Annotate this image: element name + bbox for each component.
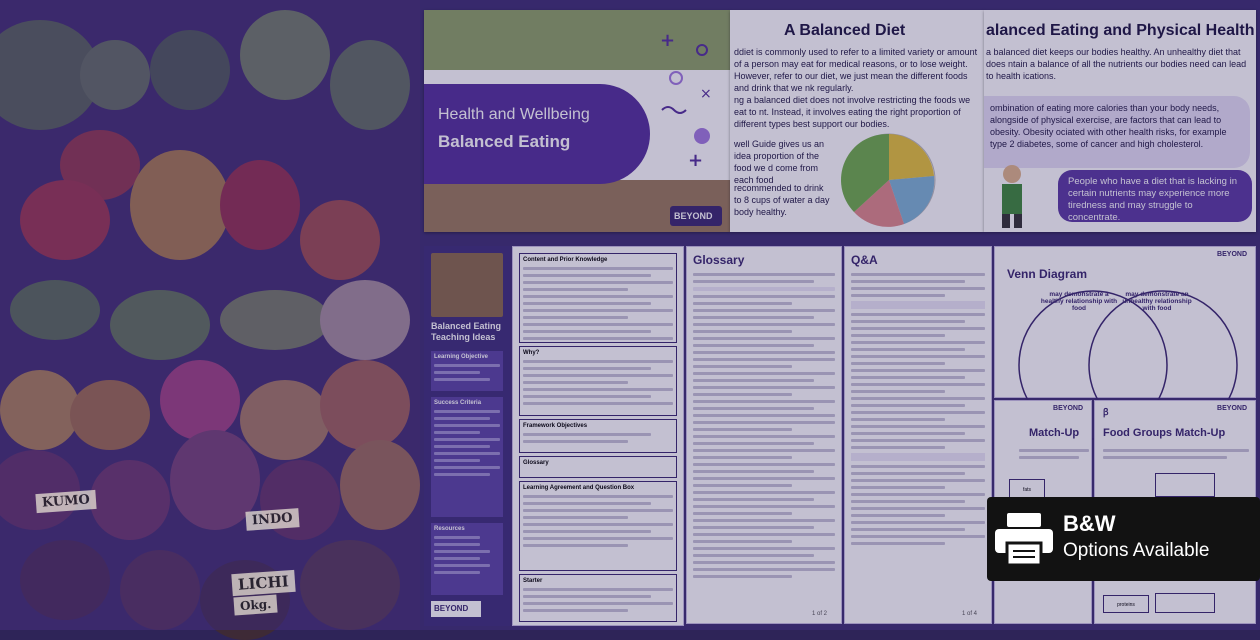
venn-heading: Venn Diagram <box>1007 267 1088 281</box>
price-tag: Okg. <box>233 595 277 616</box>
cover-section <box>431 397 503 517</box>
beyond-logo: BEYOND <box>431 601 481 617</box>
matchup-cell-box <box>1155 593 1215 613</box>
slide-title-line2: Balanced Eating <box>438 132 571 151</box>
venn-right-label: may demonstrate an unhealthy relationship with food <box>1122 291 1192 312</box>
venn-diagram-sheet[interactable] <box>994 246 1256 398</box>
notes-heading: Content and Prior Knowledge <box>523 257 608 263</box>
cover-photo <box>431 253 503 317</box>
badge-subtitle: Options Available <box>1063 540 1210 561</box>
slide-paragraph: ng a balanced diet does not involve restricting the foods we eat to nt. Instead, it involves eating the right proportion of different types best support our bodies. <box>734 95 971 129</box>
slide-paragraph: ddiet is commonly used to refer to a limited variety or amount of a person may eat for medical reasons, or to lose weight. However, refer to our diet, we just mean the different foods and drink that we nk regularly. <box>734 47 978 93</box>
notes-heading: Glossary <box>523 460 549 466</box>
slide-balanced-diet[interactable] <box>730 10 984 232</box>
badge-title: B&W <box>1063 511 1116 536</box>
glossary-heading: Glossary <box>693 253 745 267</box>
matchup-heading: Food Groups Match-Up <box>1103 427 1226 439</box>
slide-title[interactable] <box>424 10 730 232</box>
svg-text:×: × <box>700 86 712 102</box>
teaching-notes-page[interactable] <box>512 246 684 626</box>
slide-paragraph: ombination of eating more calories than your body needs, alongside of physical exercise, are factors that can lead to obesity. Obesity ociated with other health risks, for example type 2 diabetes, some of cancer and high cholesterol. <box>990 103 1227 149</box>
page-number: 1 of 4 <box>961 611 977 617</box>
cover-title: Balanced Eating Teaching Ideas <box>431 321 502 342</box>
cover-section <box>431 351 503 391</box>
beyond-small-logo-icon: ꞵ <box>1103 407 1109 417</box>
bw-options-badge <box>987 497 1260 581</box>
venn-left-label: may demonstrate a healthy relationship with food <box>1040 291 1118 312</box>
slide-paragraph: a balanced diet keeps our bodies healthy. An unhealthy diet that does ntain a balance of all the nutrients our bodies need can lead to health ications. <box>986 47 1247 81</box>
matchup-heading: Match-Up <box>1029 427 1080 439</box>
beyond-logo: BEYOND <box>1217 405 1247 412</box>
cover-section-title: Learning Objective <box>434 354 489 360</box>
callout-box <box>1058 170 1252 222</box>
hero-photo <box>0 0 420 630</box>
matchup-cell: proteins <box>1103 595 1149 613</box>
glossary-page[interactable] <box>686 246 842 624</box>
qa-heading: Q&A <box>851 253 878 267</box>
price-tag: INDO <box>245 508 299 531</box>
price-tag: LICHI <box>231 570 295 596</box>
slide-title-line1: Health and Wellbeing <box>438 106 590 123</box>
svg-text:+: + <box>688 150 704 171</box>
beyond-logo: BEYOND <box>1217 251 1247 258</box>
notes-heading: Why? <box>523 350 540 356</box>
notes-heading: Learning Agreement and Question Box <box>523 485 635 491</box>
matchup-cell: fats <box>1009 479 1045 501</box>
notes-heading: Framework Objectives <box>523 423 588 429</box>
slide-heading: alanced Eating and Physical Health <box>986 22 1255 39</box>
beyond-logo: BEYOND <box>1053 405 1083 412</box>
callout-text: People who have a diet that is lacking in certain nutrients may experience more tiredness and may struggle to concentrate. <box>1068 176 1237 223</box>
photo-tint <box>0 0 420 630</box>
character-illustration <box>990 160 1030 230</box>
qa-page[interactable] <box>844 246 992 624</box>
teaching-ideas-cover[interactable] <box>424 246 510 626</box>
info-box <box>984 96 1250 168</box>
matchup-cell-box <box>1155 473 1215 497</box>
cover-section <box>431 523 503 595</box>
slide-paragraph: recommended to drink to 8 cups of water a day body healthy. <box>734 183 830 217</box>
svg-text:+: + <box>660 30 676 51</box>
title-band <box>424 84 650 184</box>
beyond-logo: BEYOND <box>670 206 722 226</box>
cover-section-title: Success Criteria <box>434 400 482 406</box>
slide-physical-health[interactable] <box>984 10 1256 232</box>
cover-section-title: Resources <box>434 526 465 532</box>
eatwell-plate-image <box>834 132 944 228</box>
price-tag: KUMO <box>35 490 96 513</box>
notes-heading: Starter <box>523 578 543 584</box>
slide-heading: A Balanced Diet <box>784 22 906 39</box>
decorative-shapes <box>660 32 720 172</box>
slide-paragraph: well Guide gives us an idea proportion of the food we d come from each food <box>734 139 825 185</box>
printer-icon <box>993 511 1055 567</box>
page-number: 1 of 2 <box>811 611 827 617</box>
